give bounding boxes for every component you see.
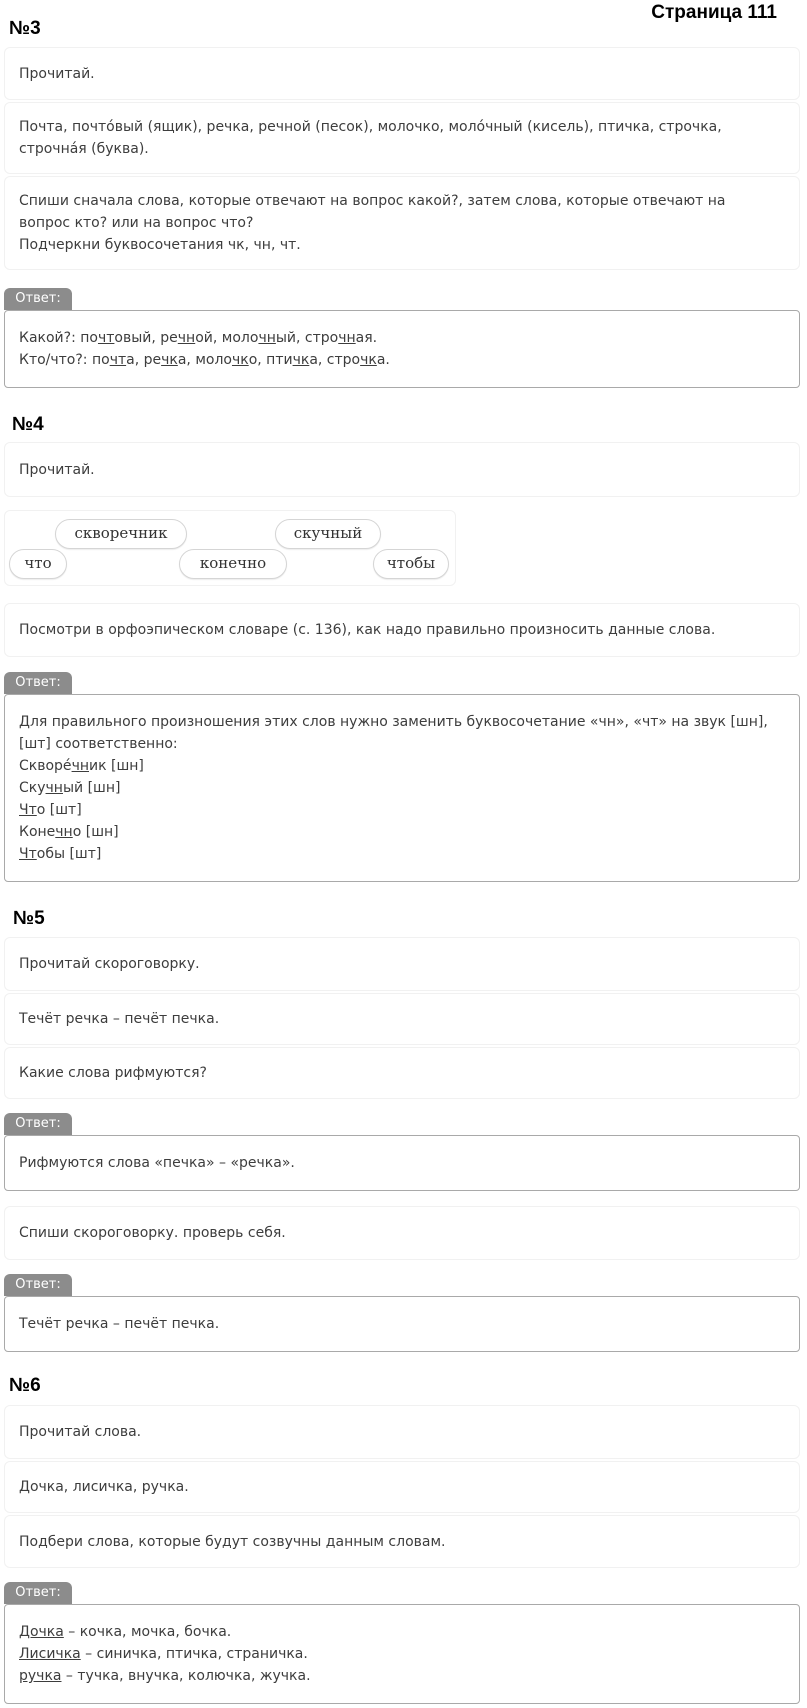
answer-line: [шт] соответственно: [19, 736, 178, 752]
task-5-answer-box-1 [4, 1135, 800, 1191]
task-3-instruction-read [4, 47, 800, 100]
instruction-text: Какие слова рифмуются? [19, 1065, 207, 1081]
answer-line: Кто/что?: почта, речка, молочко, птичка, строчка. [19, 352, 390, 368]
text-line: Подчеркни буквосочетания чк, чн, чт. [19, 237, 301, 253]
task-6-answer-box [4, 1604, 800, 1704]
answer-line: Какой?: почтовый, речной, молочный, строчная. [19, 330, 378, 346]
task-6-word-list [4, 1461, 800, 1513]
instruction-text: Посмотри в орфоэпическом словаре (с. 136), как надо правильно произносить данные слова. [19, 622, 716, 638]
task-5-copy-instruction [4, 1206, 800, 1260]
answer-line: Скворе́чник [шн] [19, 758, 144, 774]
answer-label: Ответ: [4, 1113, 72, 1135]
word-card-konechno: конечно [179, 549, 287, 579]
instruction-text: Спиши скороговорку. проверь себя. [19, 1225, 286, 1241]
answer-line: Скучный [шн] [19, 780, 121, 796]
instruction-text: Прочитай скороговорку. [19, 956, 200, 972]
task-4-assignment [4, 603, 800, 657]
task-6-assignment [4, 1515, 800, 1568]
answer-line: Рифмуются слова «печка» – «речка». [19, 1155, 295, 1171]
answer-label: Ответ: [4, 672, 72, 694]
answer-label: Ответ: [4, 1582, 72, 1604]
answer-label: Ответ: [4, 1274, 72, 1296]
text-line: строчна́я (буква). [19, 141, 149, 157]
instruction-text: Подбери слова, которые будут созвучны данным словам. [19, 1533, 446, 1550]
task-3-assignment [4, 176, 800, 270]
word-card-chtoby: чтобы [373, 549, 449, 579]
answer-line: Чтобы [шт] [19, 846, 102, 862]
task-6-number: №6 [9, 1375, 41, 1396]
task-5-question [4, 1047, 800, 1099]
task-4-word-cards [4, 510, 456, 586]
text-line: Дочка, лисичка, ручка. [19, 1479, 189, 1495]
text-line: Почта, почто́вый (ящик), речка, речной (песок), молочко, моло́чный (кисель), птичка, строчка, [19, 119, 722, 135]
page-number: Страница 111 [651, 2, 777, 23]
task-4-instruction-read [4, 442, 800, 497]
task-4-answer-box [4, 694, 800, 882]
task-3-number: №3 [9, 18, 41, 39]
task-5-instruction-read [4, 937, 800, 991]
instruction-text: Прочитай. [19, 461, 95, 478]
task-4-number: №4 [12, 414, 44, 435]
answer-line: Лисичка – синичка, птичка, страничка. [19, 1646, 308, 1662]
answer-line: Что [шт] [19, 802, 82, 818]
task-6-instruction-read [4, 1405, 800, 1459]
answer-line: Течёт речка – печёт печка. [19, 1316, 220, 1332]
task-5-tongue-twister [4, 993, 800, 1045]
task-3-answer-box [4, 310, 800, 388]
task-5-answer-box-2 [4, 1296, 800, 1352]
task-3-word-list [4, 102, 800, 174]
word-card-skvorechnik: скворечник [55, 519, 187, 549]
word-card-chto: что [9, 549, 67, 579]
word-card-skuchny: скучный [275, 519, 381, 549]
text-line: Течёт речка – печёт печка. [19, 1011, 220, 1027]
answer-line: Для правильного произношения этих слов нужно заменить буквосочетание «чн», «чт» на звук [шн], [19, 714, 768, 730]
text-line: Спиши сначала слова, которые отвечают на вопрос какой?, затем слова, которые отвечают на [19, 193, 726, 209]
answer-label: Ответ: [4, 288, 72, 310]
text-line: вопрос кто? или на вопрос что? [19, 215, 254, 231]
instruction-text: Прочитай слова. [19, 1424, 142, 1440]
answer-line: ручка – тучка, внучка, колючка, жучка. [19, 1668, 311, 1684]
task-5-number: №5 [13, 908, 45, 929]
answer-line: Дочка – кочка, мочка, бочка. [19, 1624, 232, 1640]
instruction-text: Прочитай. [19, 65, 95, 82]
answer-line: Конечно [шн] [19, 824, 119, 840]
